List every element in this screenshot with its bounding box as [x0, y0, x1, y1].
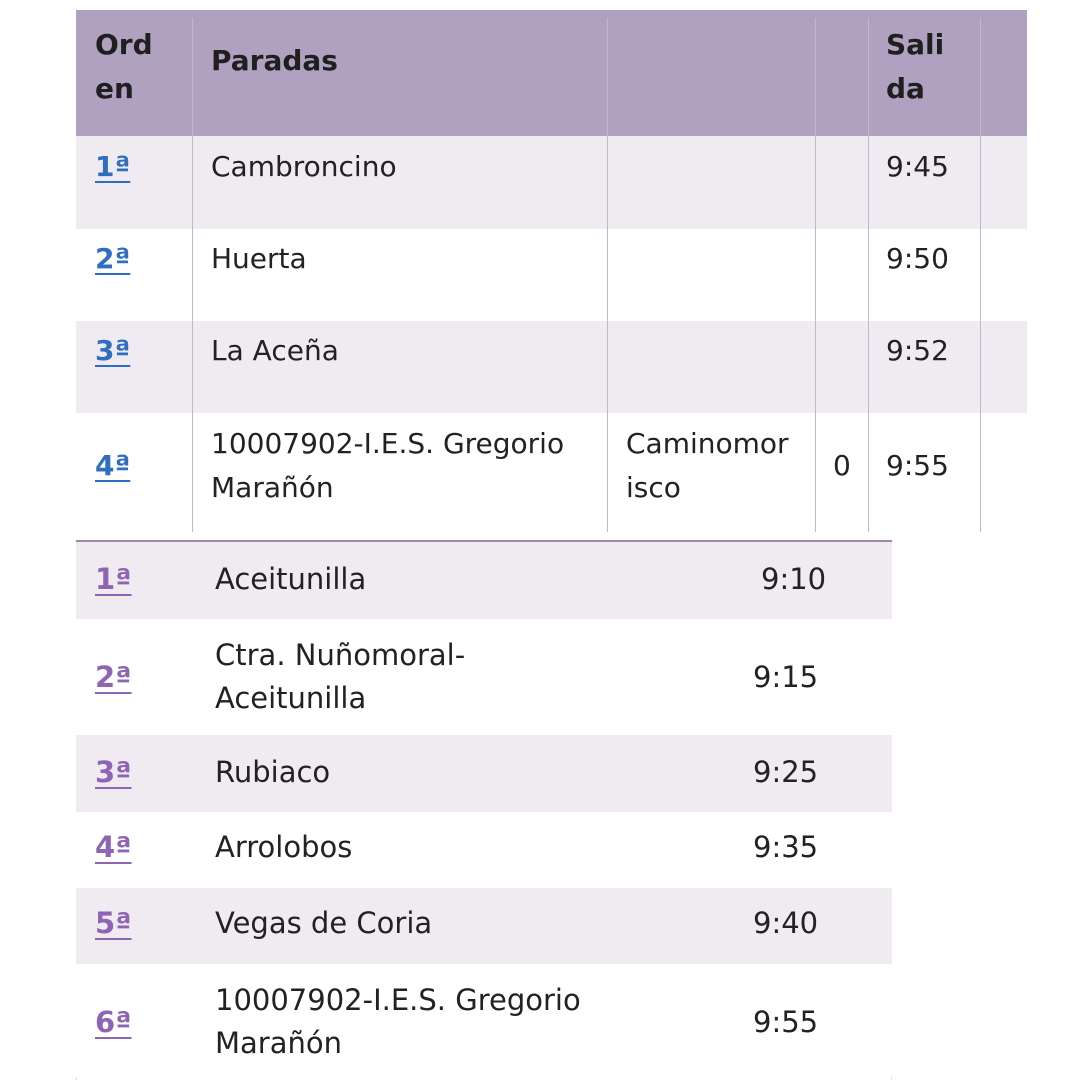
- column-divider: [815, 18, 816, 532]
- column-divider: [980, 18, 981, 532]
- order-link[interactable]: 1ª: [95, 562, 132, 596]
- order-link[interactable]: 3ª: [95, 755, 132, 789]
- stop-name: Huerta: [211, 242, 307, 275]
- departure-time: 9:55: [886, 449, 949, 482]
- stop-name: Arrolobos: [215, 830, 353, 864]
- departure-time: 9:35: [753, 830, 819, 864]
- stops-table-bottom: [76, 540, 892, 1077]
- table-row: [76, 812, 892, 888]
- stops-table-top: [76, 10, 1027, 540]
- order-link[interactable]: 6ª: [95, 1005, 132, 1039]
- column-divider: [607, 18, 608, 532]
- order-link[interactable]: 2ª: [95, 660, 132, 694]
- stop-name: 10007902-I.E.S. Gregorio Marañón: [211, 427, 565, 504]
- order-link[interactable]: 5ª: [95, 906, 132, 940]
- stop-name: 10007902-I.E.S. Gregorio Marañón: [215, 983, 581, 1060]
- stop-name: La Aceña: [211, 334, 339, 367]
- header-paradas: Paradas: [211, 44, 338, 77]
- stop-name: Cambroncino: [211, 150, 397, 183]
- departure-time: 9:10: [761, 562, 827, 596]
- order-link[interactable]: 2ª: [95, 242, 131, 275]
- stop-name: Vegas de Coria: [215, 906, 433, 940]
- table-row: [76, 888, 892, 964]
- stop-number: 0: [833, 449, 851, 482]
- departure-time: 9:50: [886, 242, 949, 275]
- table-row: [76, 735, 892, 812]
- departure-time: 9:15: [753, 660, 819, 694]
- departure-time: 9:55: [753, 1005, 819, 1039]
- departure-time: 9:52: [886, 334, 949, 367]
- column-divider: [868, 18, 869, 532]
- stop-name: Aceitunilla: [215, 562, 367, 596]
- order-link[interactable]: 1ª: [95, 150, 131, 183]
- order-link[interactable]: 4ª: [95, 449, 131, 482]
- departure-time: 9:40: [753, 906, 819, 940]
- header-salida: Sali da: [886, 28, 945, 105]
- departure-time: 9:25: [753, 755, 819, 789]
- header-orden: Ord en: [95, 28, 153, 105]
- table-row: [76, 542, 892, 619]
- column-divider: [192, 18, 193, 532]
- stop-name: Rubiaco: [215, 755, 331, 789]
- table-row: [76, 619, 892, 735]
- stop-street: Caminomor isco: [626, 427, 789, 504]
- order-link[interactable]: 4ª: [95, 830, 132, 864]
- stop-name: Ctra. Nuñomoral- Aceitunilla: [215, 638, 466, 715]
- table-row: [76, 964, 892, 1077]
- order-link[interactable]: 3ª: [95, 334, 131, 367]
- departure-time: 9:45: [886, 150, 949, 183]
